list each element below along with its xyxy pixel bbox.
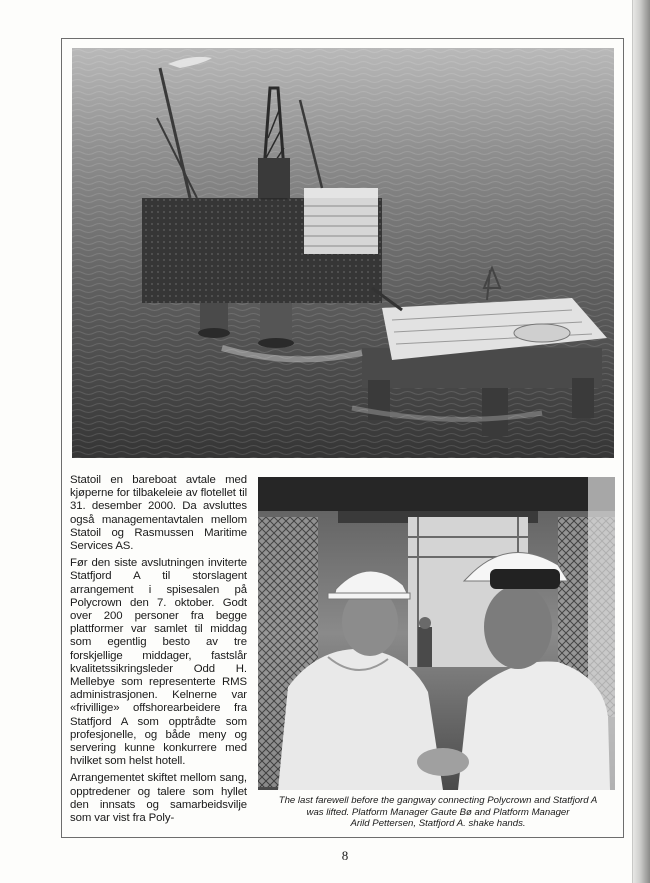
page-number: 8: [341, 848, 349, 863]
article-paragraph: Før den siste avslutningen inviterte Statfjord A til storslagent arrangement i spisesalen på Polycrown den 7. oktober. Godt over 200 personer fra begge plattformer var samlet til middag som egentlig besto av tre forskjellige middager, fastslår kvalitetssikringsleder Odd H. Mellebye som representerte RMS administrasjonen. Kelnerne var «frivillige» offshorearbeidere fra Statfjord A som opptrådte som profesjonelle, og både meny og servering kunne konkurrere med hvilket som helst hotell.: [70, 557, 247, 768]
article-paragraph: Arrangementet skiftet mellom sang, opptredener og talere som hyllet den innsats og samarbeidsvilje som var vist fra Poly-: [70, 772, 247, 825]
article-paragraph: Statoil en bareboat avtale med kjøperne for tilbakeleie av flotellet til 31. desember 2000. Da avsluttes også managementavtalen mellom Statoil og Rasmussen Maritime Services AS.: [70, 474, 247, 553]
photo-caption: [262, 795, 614, 830]
handshake-photo-graphic: [258, 477, 615, 790]
article-column: [70, 474, 247, 829]
page-edge-shadow: [633, 0, 650, 883]
caption-line: The last farewell before the gangway connecting Polycrown and Statfjord A: [278, 795, 598, 806]
caption-line: Arild Pettersen, Statfjord A. shake hands.: [350, 818, 526, 830]
platform-photo-graphic: [72, 48, 614, 458]
handshake-photo: [258, 477, 615, 790]
caption-line: was lifted. Platform Manager Gaute Bø and Platform Manager: [306, 806, 570, 818]
platform-photo: [72, 48, 614, 458]
